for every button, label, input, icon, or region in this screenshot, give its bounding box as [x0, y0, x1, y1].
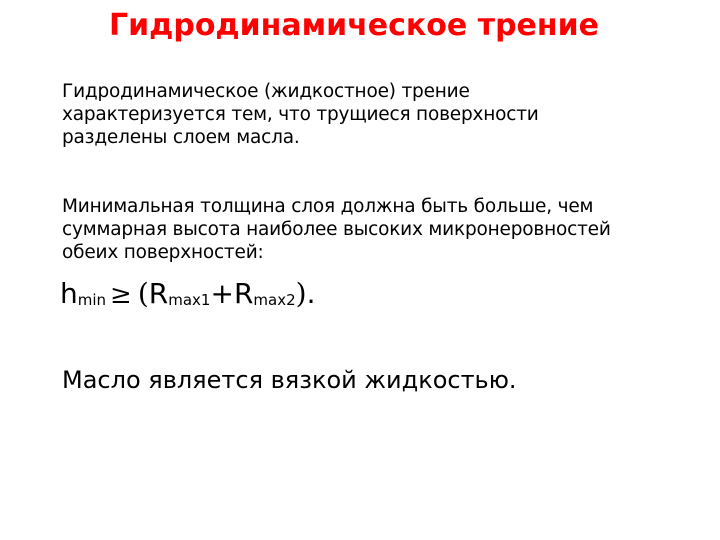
formula-h-subscript: min	[77, 291, 107, 309]
formula-r1-subscript: max1	[168, 291, 211, 309]
paragraph-line: суммарная высота наиболее высоких микронеровностей	[62, 219, 611, 240]
paragraph-line: разделены слоем масла.	[62, 127, 300, 148]
slide-title: Гидродинамическое трение	[108, 8, 599, 43]
formula-r1: R	[148, 277, 169, 310]
formula-close-paren: )	[295, 277, 307, 310]
formula-h: h	[60, 277, 78, 310]
formula-period: .	[306, 277, 316, 310]
paragraph-line: Минимальная толщина слоя должна быть больше, чем	[62, 196, 594, 217]
formula-operator: ≥	[110, 280, 132, 310]
paragraph-line: характеризуется тем, что трущиеся поверхности	[62, 104, 539, 125]
formula-plus: +	[210, 277, 234, 310]
paragraph-definition	[62, 80, 702, 149]
formula-open-paren: (	[137, 277, 149, 310]
formula-r2: R	[233, 277, 254, 310]
formula-r2-subscript: max2	[253, 291, 296, 309]
paragraph-condition	[62, 195, 702, 264]
paragraph-line: обеих поверхностей:	[62, 242, 264, 263]
paragraph-line: Гидродинамическое (жидкостное) трение	[62, 81, 470, 102]
formula	[60, 274, 316, 320]
paragraph-oil: Масло является вязкой жидкостью.	[62, 366, 517, 394]
